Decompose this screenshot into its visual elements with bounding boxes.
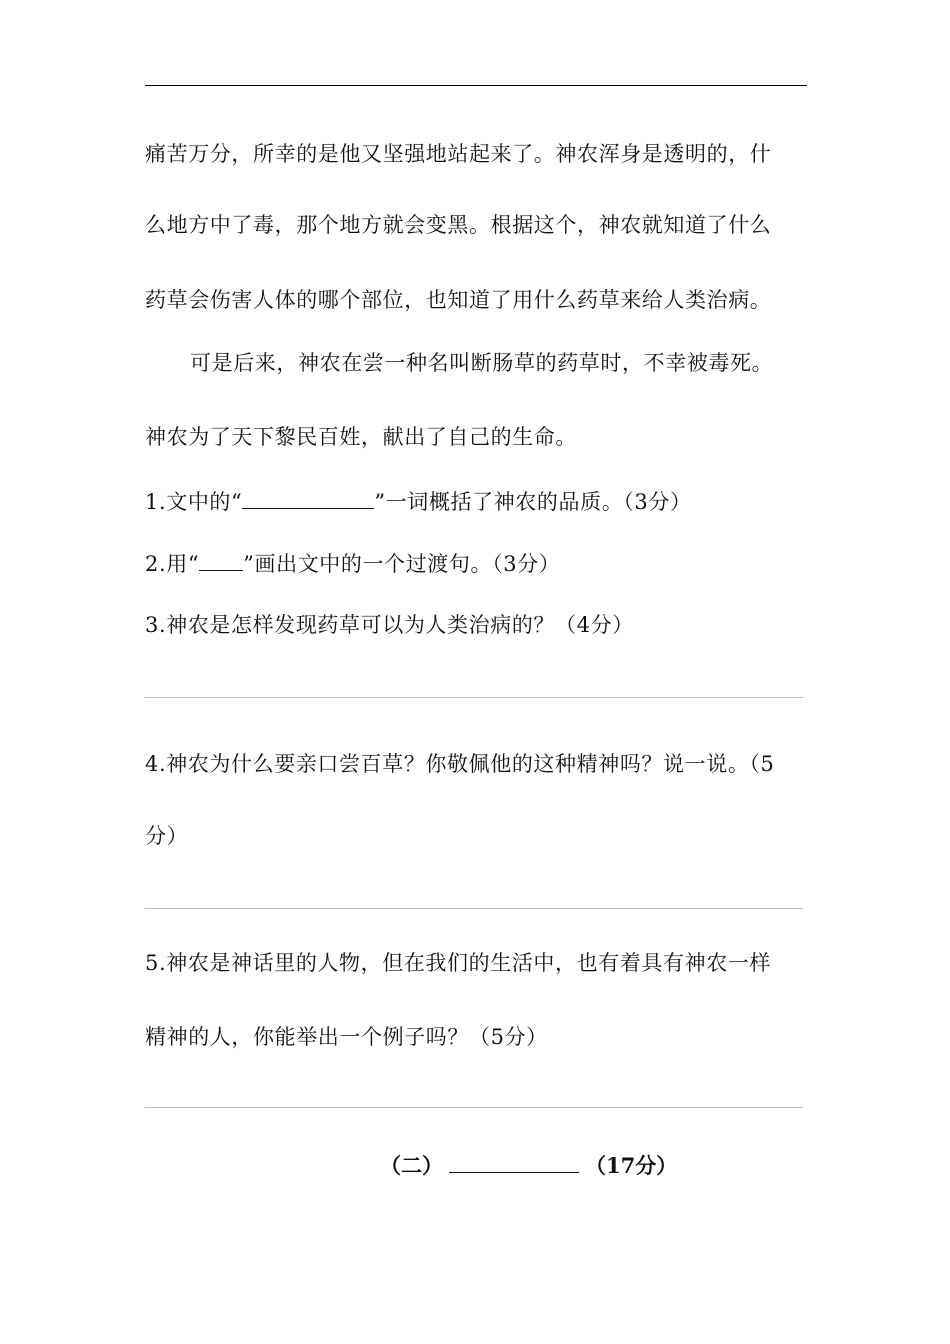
question-2-after: ”画出文中的一个过渡句。（3分） — [243, 552, 561, 576]
answer-line-5[interactable] — [145, 1107, 803, 1108]
question-2 — [145, 550, 560, 576]
answer-line-4[interactable] — [145, 908, 803, 909]
question-1-after: ”一词概括了神农的品质。（3分） — [374, 490, 692, 514]
section-prefix: （二） — [380, 1153, 443, 1178]
section-two-title — [380, 1152, 677, 1178]
section-suffix: （17分） — [585, 1153, 678, 1178]
section-title-blank[interactable] — [449, 1152, 579, 1173]
question-4-line-2: 分） — [145, 824, 189, 848]
question-5-line-2: 精神的人，你能举出一个例子吗？（5分） — [145, 1025, 548, 1049]
question-2-blank[interactable] — [199, 550, 243, 571]
passage-line-3: 药草会伤害人体的哪个部位，也知道了用什么药草来给人类治病。 — [145, 288, 772, 312]
passage-line-2: 么地方中了毒，那个地方就会变黑。根据这个，神农就知道了什么 — [145, 213, 772, 237]
question-1-before: 1.文中的“ — [145, 490, 243, 514]
question-2-before: 2.用“ — [145, 552, 200, 576]
question-5-line-1: 5.神农是神话里的人物，但在我们的生活中，也有着具有神农一样 — [145, 951, 772, 975]
question-1 — [145, 488, 692, 514]
question-4-line-1: 4.神农为什么要亲口尝百草？你敬佩他的这种精神吗？说一说。（5 — [145, 752, 775, 776]
passage-line-1: 痛苦万分，所幸的是他又坚强地站起来了。神农浑身是透明的，什 — [145, 142, 772, 166]
question-1-blank[interactable] — [242, 488, 374, 509]
header-rule — [145, 85, 807, 86]
passage-line-4: 可是后来，神农在尝一种名叫断肠草的药草时，不幸被毒死。 — [190, 351, 774, 375]
question-3: 3.神农是怎样发现药草可以为人类治病的？（4分） — [145, 613, 634, 637]
answer-line-3[interactable] — [145, 697, 803, 698]
passage-line-5: 神农为了天下黎民百姓，献出了自己的生命。 — [145, 425, 577, 449]
